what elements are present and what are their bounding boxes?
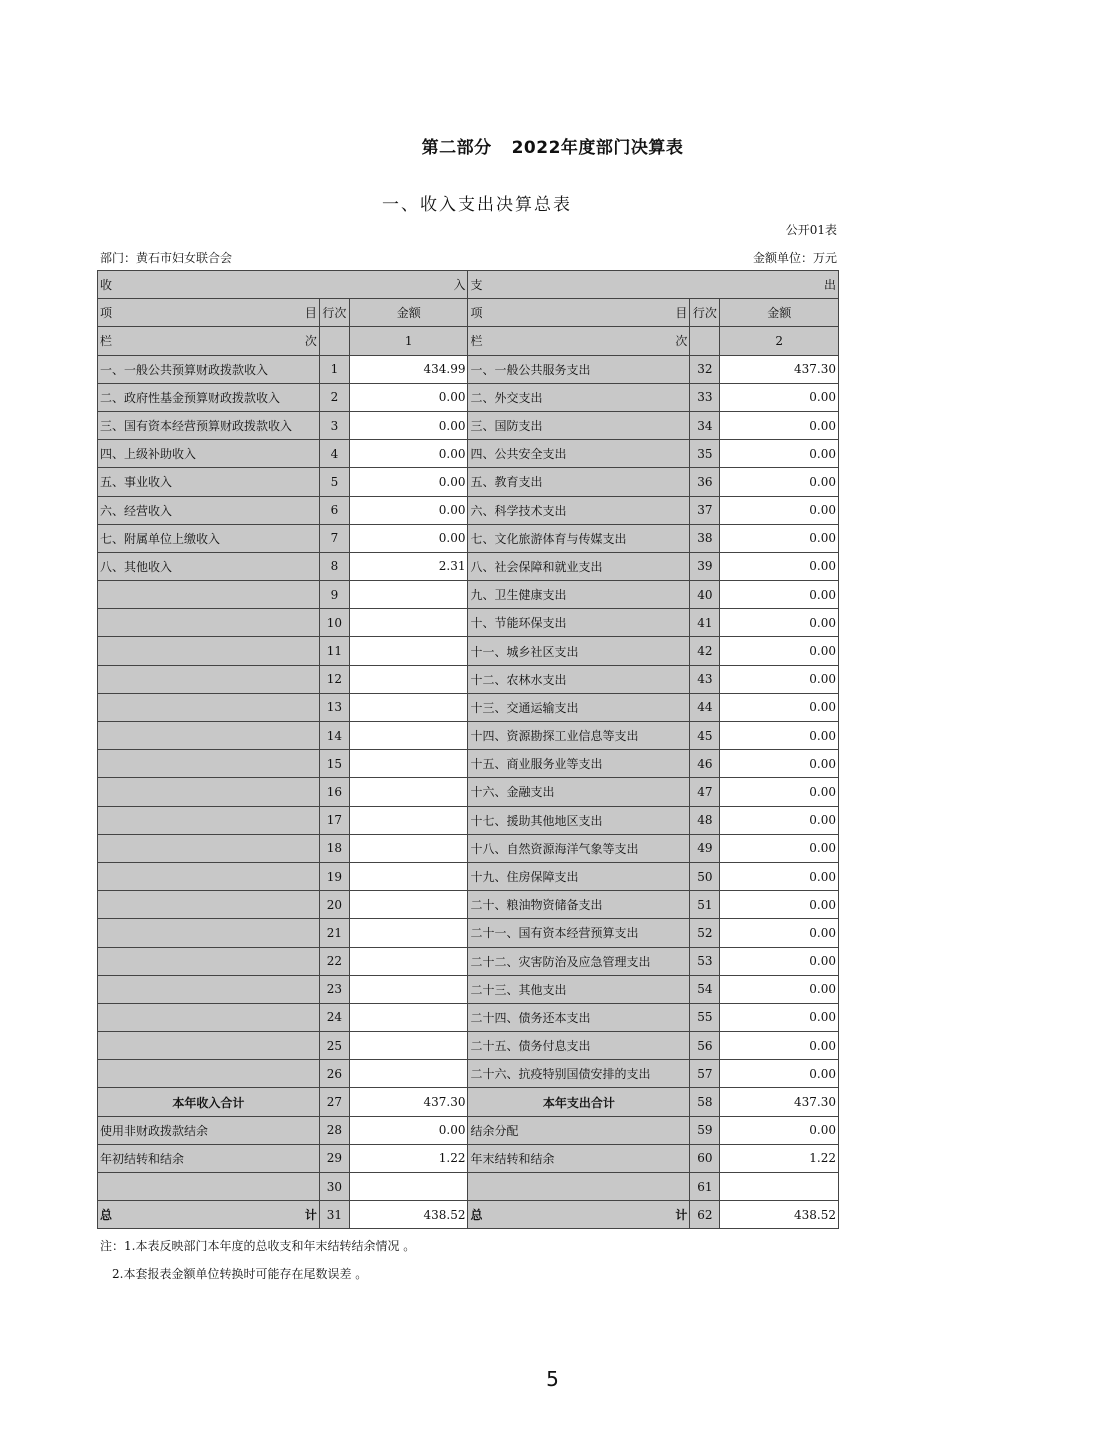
expense-item: 十六、金融支出: [468, 778, 690, 806]
income-item: 七、附属单位上缴收入: [98, 524, 320, 552]
row-number: 46: [690, 750, 720, 778]
income-item: [98, 947, 320, 975]
expense-total-amount: 438.52: [720, 1201, 839, 1229]
item-header: 项 目: [98, 299, 320, 327]
row-number: 15: [319, 750, 349, 778]
expense-amount: 0.00: [720, 750, 839, 778]
row-number: 43: [690, 665, 720, 693]
table-row: [98, 778, 839, 806]
expense-amount: 0.00: [720, 468, 839, 496]
row-number: 53: [690, 947, 720, 975]
row-number: 44: [690, 693, 720, 721]
row-number: 52: [690, 919, 720, 947]
income-amount: 0.00: [349, 383, 467, 411]
department-label: 部门：黄石市妇女联合会: [100, 251, 233, 265]
expense-item: 二十一、国有资本经营预算支出: [468, 919, 690, 947]
income-item: 使用非财政拨款结余: [98, 1116, 320, 1144]
expense-item: 十、节能环保支出: [468, 609, 690, 637]
expense-item: 十八、自然资源海洋气象等支出: [468, 834, 690, 862]
expense-header: 支 出: [468, 271, 839, 299]
income-item: [98, 1003, 320, 1031]
expense-amount: 0.00: [720, 862, 839, 890]
row-number: 26: [319, 1060, 349, 1088]
income-item: [98, 975, 320, 1003]
table-row: [98, 496, 839, 524]
part-title: [0, 133, 1105, 158]
row-number: 1: [319, 355, 349, 383]
row-number: 9: [319, 581, 349, 609]
expense-item: 一、一般公共服务支出: [468, 355, 690, 383]
expense-amount: 0.00: [720, 609, 839, 637]
income-amount: [349, 637, 467, 665]
page-number: 5: [546, 1367, 559, 1391]
income-amount: [349, 778, 467, 806]
income-amount: [349, 750, 467, 778]
expense-item: 二十、粮油物资储备支出: [468, 891, 690, 919]
expense-subtotal-amount: 437.30: [720, 1088, 839, 1116]
row-number: 32: [690, 355, 720, 383]
income-amount: [349, 947, 467, 975]
income-item: 八、其他收入: [98, 552, 320, 580]
income-item: [98, 1173, 320, 1201]
income-amount: [349, 806, 467, 834]
row-number: 56: [690, 1032, 720, 1060]
income-item: [98, 862, 320, 890]
row-number: 35: [690, 440, 720, 468]
income-total-amount: 438.52: [349, 1201, 467, 1229]
expense-amount: 0.00: [720, 496, 839, 524]
table-row: [98, 411, 839, 439]
row-number: 39: [690, 552, 720, 580]
income-amount: 0.00: [349, 440, 467, 468]
expense-item: 二十四、债务还本支出: [468, 1003, 690, 1031]
form-number: 公开01表: [785, 223, 837, 237]
row-number: 47: [690, 778, 720, 806]
table-title: 一、收入支出决算总表: [382, 195, 572, 215]
row-number: 21: [319, 919, 349, 947]
income-amount: 0.00: [349, 411, 467, 439]
table-row: [98, 581, 839, 609]
income-amount: [349, 919, 467, 947]
table-row: [98, 440, 839, 468]
income-item: [98, 806, 320, 834]
row-number: 8: [319, 552, 349, 580]
table-row: [98, 834, 839, 862]
income-item: [98, 750, 320, 778]
row-number: 37: [690, 496, 720, 524]
table-row: [98, 1116, 839, 1144]
income-item: [98, 778, 320, 806]
table-row: [98, 722, 839, 750]
row-number: 4: [319, 440, 349, 468]
row-number: 29: [319, 1144, 349, 1172]
expense-item: 十五、商业服务业等支出: [468, 750, 690, 778]
empty-cell: [319, 327, 349, 355]
expense-amount: 0.00: [720, 524, 839, 552]
expense-item: 二十三、其他支出: [468, 975, 690, 1003]
table-row: [98, 1060, 839, 1088]
header-row-column-index: [98, 327, 839, 355]
income-item: 四、上级补助收入: [98, 440, 320, 468]
row-number: 3: [319, 411, 349, 439]
expense-amount: 0.00: [720, 637, 839, 665]
budget-summary-table: [97, 270, 839, 1229]
expense-item: 二、外交支出: [468, 383, 690, 411]
table-row: [98, 693, 839, 721]
row-number: 7: [319, 524, 349, 552]
income-item: 六、经营收入: [98, 496, 320, 524]
expense-item: 五、教育支出: [468, 468, 690, 496]
note-1: 注：1.本表反映部门本年度的总收支和年末结转结余情况 。: [100, 1239, 416, 1253]
expense-item: 六、科学技术支出: [468, 496, 690, 524]
income-amount: 0.00: [349, 1116, 467, 1144]
expense-item: 年末结转和结余: [468, 1144, 690, 1172]
row-number: 5: [319, 468, 349, 496]
expense-amount: 0.00: [720, 947, 839, 975]
income-amount: [349, 1173, 467, 1201]
expense-amount: 0.00: [720, 1060, 839, 1088]
table-row: [98, 750, 839, 778]
expense-item: 十二、农林水支出: [468, 665, 690, 693]
row-number: 58: [690, 1088, 720, 1116]
row-number: 24: [319, 1003, 349, 1031]
row-number: 27: [319, 1088, 349, 1116]
income-amount: [349, 1003, 467, 1031]
row-number: 11: [319, 637, 349, 665]
row-number: 16: [319, 778, 349, 806]
table-row: [98, 524, 839, 552]
expense-amount: 0.00: [720, 891, 839, 919]
row-number: 62: [690, 1201, 720, 1229]
income-item: [98, 919, 320, 947]
expense-item: 三、国防支出: [468, 411, 690, 439]
table-row: [98, 947, 839, 975]
row-number: 49: [690, 834, 720, 862]
income-amount: [349, 722, 467, 750]
row-number: 51: [690, 891, 720, 919]
row-number: 50: [690, 862, 720, 890]
expense-amount: 0.00: [720, 581, 839, 609]
row-number: 60: [690, 1144, 720, 1172]
income-amount: 0.00: [349, 468, 467, 496]
income-amount: [349, 1060, 467, 1088]
table-row: [98, 975, 839, 1003]
income-total-label: 总 计: [98, 1201, 320, 1229]
row-number: 12: [319, 665, 349, 693]
row-number: 2: [319, 383, 349, 411]
income-item: 五、事业收入: [98, 468, 320, 496]
row-number: 40: [690, 581, 720, 609]
table-row: [98, 355, 839, 383]
expense-item: 七、文化旅游体育与传媒支出: [468, 524, 690, 552]
income-item: [98, 1060, 320, 1088]
expense-amount: 0.00: [720, 1116, 839, 1144]
table-row: [98, 1144, 839, 1172]
income-amount: [349, 609, 467, 637]
income-item: 三、国有资本经营预算财政拨款收入: [98, 411, 320, 439]
row-number: 18: [319, 834, 349, 862]
row-number: 25: [319, 1032, 349, 1060]
rowno-header: 行次: [319, 299, 349, 327]
empty-cell: [690, 327, 720, 355]
income-item: [98, 581, 320, 609]
expense-item: [468, 1173, 690, 1201]
row-number: 13: [319, 693, 349, 721]
table-row: [98, 665, 839, 693]
row-number: 19: [319, 862, 349, 890]
income-subtotal-amount: 437.30: [349, 1088, 467, 1116]
expense-amount: 0.00: [720, 1032, 839, 1060]
column-index-label: 栏 次: [98, 327, 320, 355]
expense-item: 十四、资源勘探工业信息等支出: [468, 722, 690, 750]
note-2: 2.本套报表金额单位转换时可能存在尾数误差 。: [112, 1267, 368, 1281]
expense-item: 二十六、抗疫特别国债安排的支出: [468, 1060, 690, 1088]
income-item: [98, 637, 320, 665]
row-number: 42: [690, 637, 720, 665]
income-item: [98, 665, 320, 693]
part-title-part: 第二部分: [421, 138, 492, 158]
row-number: 10: [319, 609, 349, 637]
income-subtotal-label: 本年收入合计: [98, 1088, 320, 1116]
row-number: 34: [690, 411, 720, 439]
expense-amount: 0.00: [720, 834, 839, 862]
expense-amount: 0.00: [720, 975, 839, 1003]
expense-amount: 0.00: [720, 693, 839, 721]
table-row: [98, 383, 839, 411]
income-amount: [349, 693, 467, 721]
row-number: 31: [319, 1201, 349, 1229]
expense-item: 十九、住房保障支出: [468, 862, 690, 890]
income-amount: [349, 891, 467, 919]
row-number: 17: [319, 806, 349, 834]
expense-amount: 0.00: [720, 383, 839, 411]
row-number: 20: [319, 891, 349, 919]
table-row: [98, 1003, 839, 1031]
table-row: [98, 806, 839, 834]
expense-item: 九、卫生健康支出: [468, 581, 690, 609]
row-number: 41: [690, 609, 720, 637]
expense-amount: 0.00: [720, 411, 839, 439]
income-item: [98, 1032, 320, 1060]
income-amount: [349, 975, 467, 1003]
expense-item: 十七、援助其他地区支出: [468, 806, 690, 834]
column-index-1: 1: [349, 327, 467, 355]
row-number: 45: [690, 722, 720, 750]
row-number: 28: [319, 1116, 349, 1144]
expense-item: 二十五、债务付息支出: [468, 1032, 690, 1060]
expense-subtotal-label: 本年支出合计: [468, 1088, 690, 1116]
income-amount: 2.31: [349, 552, 467, 580]
expense-amount: 0.00: [720, 778, 839, 806]
income-item: [98, 891, 320, 919]
income-item: 一、一般公共预算财政拨款收入: [98, 355, 320, 383]
table-row: [98, 1032, 839, 1060]
expense-amount: 0.00: [720, 440, 839, 468]
row-number: 6: [319, 496, 349, 524]
income-item: 二、政府性基金预算财政拨款收入: [98, 383, 320, 411]
income-item: 年初结转和结余: [98, 1144, 320, 1172]
table-row: [98, 609, 839, 637]
unit-label: 金额单位：万元: [752, 251, 837, 265]
income-amount: [349, 1032, 467, 1060]
expense-item: 四、公共安全支出: [468, 440, 690, 468]
row-number: 38: [690, 524, 720, 552]
income-amount: 0.00: [349, 496, 467, 524]
income-item: [98, 693, 320, 721]
row-number: 33: [690, 383, 720, 411]
amount-header: 金额: [349, 299, 467, 327]
expense-item: 十三、交通运输支出: [468, 693, 690, 721]
row-number: 61: [690, 1173, 720, 1201]
header-row-income-expense: [98, 271, 839, 299]
expense-amount: 0.00: [720, 722, 839, 750]
expense-total-label: 总 计: [468, 1201, 690, 1229]
income-item: [98, 609, 320, 637]
expense-amount: 0.00: [720, 1003, 839, 1031]
row-number: 55: [690, 1003, 720, 1031]
income-amount: [349, 862, 467, 890]
expense-amount: 0.00: [720, 919, 839, 947]
column-index-2: 2: [720, 327, 839, 355]
row-number: 23: [319, 975, 349, 1003]
expense-item: 八、社会保障和就业支出: [468, 552, 690, 580]
expense-amount: [720, 1173, 839, 1201]
income-amount: 434.99: [349, 355, 467, 383]
expense-item: 十一、城乡社区支出: [468, 637, 690, 665]
income-amount: 0.00: [349, 524, 467, 552]
expense-item: 结余分配: [468, 1116, 690, 1144]
income-amount: [349, 665, 467, 693]
income-amount: [349, 581, 467, 609]
total-row: [98, 1201, 839, 1229]
expense-amount: 437.30: [720, 355, 839, 383]
expense-amount: 0.00: [720, 665, 839, 693]
row-number: 22: [319, 947, 349, 975]
table-row: [98, 637, 839, 665]
row-number: 57: [690, 1060, 720, 1088]
header-row-columns: [98, 299, 839, 327]
expense-amount: 1.22: [720, 1144, 839, 1172]
income-header: 收 入: [98, 271, 468, 299]
table-row: [98, 862, 839, 890]
income-item: [98, 722, 320, 750]
table-row: [98, 552, 839, 580]
row-number: 14: [319, 722, 349, 750]
row-number: 54: [690, 975, 720, 1003]
amount-header: 金额: [720, 299, 839, 327]
table-row: [98, 891, 839, 919]
table-row: [98, 919, 839, 947]
expense-amount: 0.00: [720, 552, 839, 580]
rowno-header: 行次: [690, 299, 720, 327]
expense-amount: 0.00: [720, 806, 839, 834]
row-number: 36: [690, 468, 720, 496]
table-row: [98, 1173, 839, 1201]
item-header: 项 目: [468, 299, 690, 327]
income-amount: 1.22: [349, 1144, 467, 1172]
row-number: 30: [319, 1173, 349, 1201]
part-title-name: 2022年度部门决算表: [511, 138, 684, 158]
subtotal-row: [98, 1088, 839, 1116]
row-number: 48: [690, 806, 720, 834]
expense-item: 二十二、灾害防治及应急管理支出: [468, 947, 690, 975]
income-amount: [349, 834, 467, 862]
income-item: [98, 834, 320, 862]
row-number: 59: [690, 1116, 720, 1144]
column-index-label: 栏 次: [468, 327, 690, 355]
table-row: [98, 468, 839, 496]
